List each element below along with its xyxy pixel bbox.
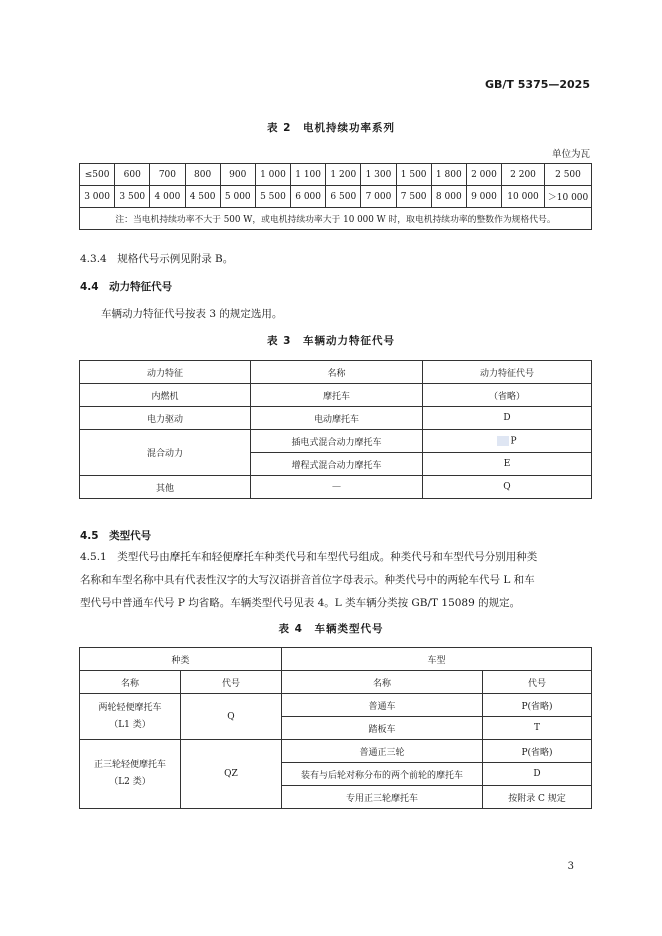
table-header-cell: 名称	[80, 671, 181, 694]
section-number: 4.5	[80, 530, 99, 542]
section-4-4-heading	[80, 279, 172, 294]
table-cell: 1 200	[326, 164, 361, 186]
paragraph-line: 名称和车型名称中具有代表性汉字的大写汉语拼音首位字母表示。种类代号中的两轮车代号 L 和车	[80, 574, 535, 586]
table-cell: 9 000	[466, 186, 501, 208]
category-class: （L1 类）	[109, 719, 151, 730]
table-row	[80, 164, 592, 186]
table-cell: 内燃机	[80, 384, 251, 407]
table4-vehicle-type-codes	[79, 647, 592, 809]
table-cell	[80, 694, 181, 740]
table-cell: 摩托车	[251, 384, 423, 407]
table4-caption: 表 4 车辆类型代号	[278, 623, 384, 635]
table-header-cell: 代号	[181, 671, 282, 694]
table-cell: 2 500	[545, 164, 592, 186]
table-header-cell: 名称	[282, 671, 483, 694]
section-number: 4.3.4	[80, 253, 107, 265]
category-name: 正三轮轻便摩托车	[93, 760, 166, 770]
table-cell: （省略）	[423, 384, 592, 407]
table-cell	[423, 430, 592, 453]
section-title: 类型代号	[109, 530, 152, 542]
table-cell: 1 000	[255, 164, 290, 186]
table-header-cell: 动力特征代号	[423, 361, 592, 384]
table-cell: 专用正三轮摩托车	[282, 786, 483, 809]
table3-caption: 表 3 车辆动力特征代号	[267, 335, 395, 347]
table-cell: 10 000	[502, 186, 545, 208]
table-cell: 1 300	[361, 164, 396, 186]
table-row	[80, 648, 592, 671]
table-header-cell: 动力特征	[80, 361, 251, 384]
table-cell: E	[423, 453, 592, 476]
table-row	[80, 476, 592, 499]
table-row	[80, 407, 592, 430]
page-number: 3	[567, 861, 574, 872]
table-cell: ≤500	[80, 164, 115, 186]
table3-power-feature-codes	[79, 360, 592, 499]
table-cell: ＞10 000	[545, 186, 592, 208]
table-cell: 5 500	[255, 186, 290, 208]
table-cell: 1 500	[396, 164, 431, 186]
table-cell: 4 500	[185, 186, 220, 208]
table-cell: 7 500	[396, 186, 431, 208]
table-cell: 装有与后轮对称分布的两个前轮的摩托车	[282, 763, 483, 786]
table-header-cell: 代号	[483, 671, 592, 694]
table-row	[80, 384, 592, 407]
table-header-cell: 种类	[80, 648, 282, 671]
table-cell: T	[483, 717, 592, 740]
table-cell: 1 800	[431, 164, 466, 186]
table-cell: D	[423, 407, 592, 430]
highlight-mark	[497, 436, 509, 446]
standard-code-header: GB/T 5375—2025	[485, 78, 590, 91]
table-cell: 踏板车	[282, 717, 483, 740]
table-cell: 700	[150, 164, 185, 186]
table2-power-series	[79, 163, 592, 230]
table-cell: 600	[115, 164, 150, 186]
section-4-4-text: 车辆动力特征代号按表 3 的规定选用。	[101, 308, 283, 320]
table-cell: 2 200	[502, 164, 545, 186]
paragraph-text: 类型代号由摩托车和轻便摩托车种类代号和车型代号组成。种类代号和车型代号分别用种类	[117, 551, 538, 563]
table-cell	[80, 740, 181, 809]
table2-note: 注：当电机持续功率不大于 500 W，或电机持续功率大于 10 000 W 时，取电机持续功率的整数作为规格代号。	[80, 208, 592, 230]
table-cell: 其他	[80, 476, 251, 499]
table-cell: 6 000	[291, 186, 326, 208]
table-cell: QZ	[181, 740, 282, 809]
table-cell: 3 000	[80, 186, 115, 208]
table-cell: P(省略)	[483, 694, 592, 717]
table-row	[80, 430, 592, 453]
table-row	[80, 694, 592, 717]
category-name: 两轮轻便摩托车	[98, 702, 162, 713]
table-cell: Q	[423, 476, 592, 499]
paragraph-line: 型代号中普通车代号 P 均省略。车辆类型代号见表 4。L 类车辆分类按 GB/T 15089 的规定。	[80, 597, 521, 609]
table-cell: 普通正三轮	[282, 740, 483, 763]
section-4-5-1-paragraph	[80, 546, 592, 615]
table-cell: 插电式混合动力摩托车	[251, 430, 423, 453]
category-class: （L2 类）	[109, 777, 151, 787]
table-cell: 电动摩托车	[251, 407, 423, 430]
table-header-cell: 车型	[282, 648, 592, 671]
table2-caption: 表 2 电机持续功率系列	[267, 122, 395, 134]
table-cell: 增程式混合动力摩托车	[251, 453, 423, 476]
table-row	[80, 740, 592, 763]
paragraph-line	[80, 546, 592, 569]
table-cell: 5 000	[220, 186, 255, 208]
table-cell: 800	[185, 164, 220, 186]
table-cell: —	[251, 476, 423, 499]
code-value: P	[510, 436, 517, 447]
table-cell: 900	[220, 164, 255, 186]
section-4-5-heading	[80, 528, 151, 543]
table-row	[80, 361, 592, 384]
table-cell: 2 000	[466, 164, 501, 186]
table-cell: 混合动力	[80, 430, 251, 476]
table-cell: Q	[181, 694, 282, 740]
table-cell: 6 500	[326, 186, 361, 208]
table-cell: 8 000	[431, 186, 466, 208]
table-cell: 1 100	[291, 164, 326, 186]
table2-unit: 单位为瓦	[551, 149, 590, 160]
table-cell: D	[483, 763, 592, 786]
table-cell: 4 000	[150, 186, 185, 208]
table-header-cell: 名称	[251, 361, 423, 384]
table-cell: P(省略)	[483, 740, 592, 763]
section-number: 4.5.1	[80, 551, 107, 563]
table-row	[80, 671, 592, 694]
table-cell: 按附录 C 规定	[483, 786, 592, 809]
section-4-3-4	[80, 251, 233, 266]
section-number: 4.4	[80, 281, 99, 293]
table-row	[80, 208, 592, 230]
section-text: 规格代号示例见附录 B。	[117, 253, 234, 265]
section-title: 动力特征代号	[109, 281, 173, 293]
table-row	[80, 186, 592, 208]
table-cell: 普通车	[282, 694, 483, 717]
table-cell: 7 000	[361, 186, 396, 208]
table-cell: 电力驱动	[80, 407, 251, 430]
table-cell: 3 500	[115, 186, 150, 208]
